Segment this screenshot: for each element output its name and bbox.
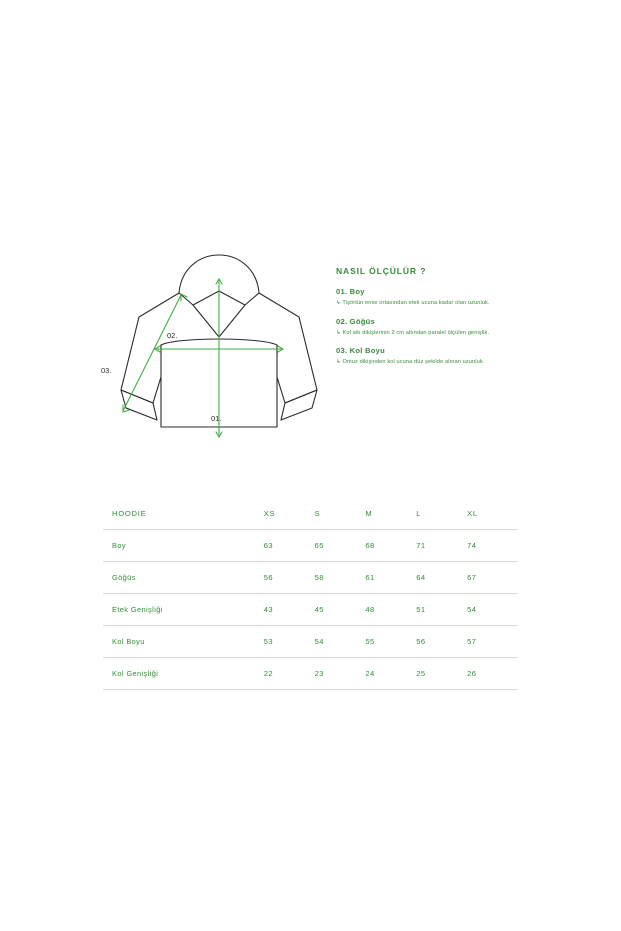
instruction-body-text: Omuz dikişinden kol ucuna düz şekilde alınan uzunluk. xyxy=(342,359,485,366)
table-body xyxy=(103,530,518,690)
arrow-icon: ↳ xyxy=(336,300,341,306)
instructions-title: NASIL ÖLÇÜLÜR ? xyxy=(336,266,427,276)
table-head xyxy=(103,498,518,530)
cell-value: 43 xyxy=(264,594,315,626)
instruction-body-text: Tişörtün ense ortasından etek ucuna kadar olan uzunluk. xyxy=(342,300,490,306)
callout-03: 03. xyxy=(101,366,112,375)
cell-value: 65 xyxy=(315,530,366,562)
hoodie-illustration xyxy=(95,245,335,440)
table-header-row xyxy=(103,498,518,530)
arrow-icon: ↳ xyxy=(336,329,341,336)
measurement-instructions xyxy=(336,266,586,367)
cell-value: 64 xyxy=(416,562,467,594)
row-label: Kol Boyu xyxy=(103,626,264,658)
table-row xyxy=(103,626,518,658)
instruction-text xyxy=(336,359,586,367)
cell-value: 67 xyxy=(467,562,518,594)
cell-value: 68 xyxy=(365,530,416,562)
table-row xyxy=(103,658,518,690)
size-header-xl: XL xyxy=(467,498,518,530)
row-label: Kol Genişliği xyxy=(103,658,264,690)
instruction-heading: 01. Boy xyxy=(336,287,365,296)
size-header-m: M xyxy=(365,498,416,530)
cell-value: 61 xyxy=(365,562,416,594)
cell-value: 54 xyxy=(315,626,366,658)
cell-value: 56 xyxy=(416,626,467,658)
cell-value: 71 xyxy=(416,530,467,562)
cell-value: 53 xyxy=(264,626,315,658)
cell-value: 63 xyxy=(264,530,315,562)
cell-value: 22 xyxy=(264,658,315,690)
size-header-s: S xyxy=(315,498,366,530)
instruction-item-03 xyxy=(336,346,586,367)
instruction-item-01 xyxy=(336,287,586,308)
cell-value: 25 xyxy=(416,658,467,690)
instruction-body-text: Kol altı dikişlerinin 2 cm altından paralel ölçülen genişlik. xyxy=(342,329,490,336)
size-chart-table xyxy=(103,498,518,690)
size-header-xs: XS xyxy=(264,498,315,530)
instruction-heading: 03. Kol Boyu xyxy=(336,346,385,356)
callout-02: 02. xyxy=(167,331,178,340)
table-row xyxy=(103,530,518,562)
cell-value: 56 xyxy=(264,562,315,594)
instruction-text xyxy=(336,300,586,308)
cell-value: 23 xyxy=(315,658,366,690)
row-label: Etek Genişliği xyxy=(103,594,264,626)
cell-value: 24 xyxy=(365,658,416,690)
cell-value: 26 xyxy=(467,658,518,690)
cell-value: 55 xyxy=(365,626,416,658)
cell-value: 57 xyxy=(467,626,518,658)
hoodie-diagram xyxy=(95,245,335,440)
cell-value: 45 xyxy=(315,594,366,626)
row-label: Boy xyxy=(103,530,264,562)
cell-value: 74 xyxy=(467,530,518,562)
row-label: Göğüs xyxy=(103,562,264,594)
instruction-text xyxy=(336,330,586,338)
product-label: HOODIE xyxy=(103,498,264,530)
instruction-heading: 02. Göğüs xyxy=(336,316,375,326)
size-header-l: L xyxy=(416,498,467,530)
cell-value: 48 xyxy=(365,594,416,626)
table-row xyxy=(103,594,518,626)
table-row xyxy=(103,562,518,594)
cell-value: 58 xyxy=(315,562,366,594)
instruction-item-02 xyxy=(336,317,586,338)
arrow-icon: ↳ xyxy=(336,359,341,366)
cell-value: 51 xyxy=(416,594,467,626)
callout-01: 01. xyxy=(211,414,222,423)
cell-value: 54 xyxy=(467,594,518,626)
